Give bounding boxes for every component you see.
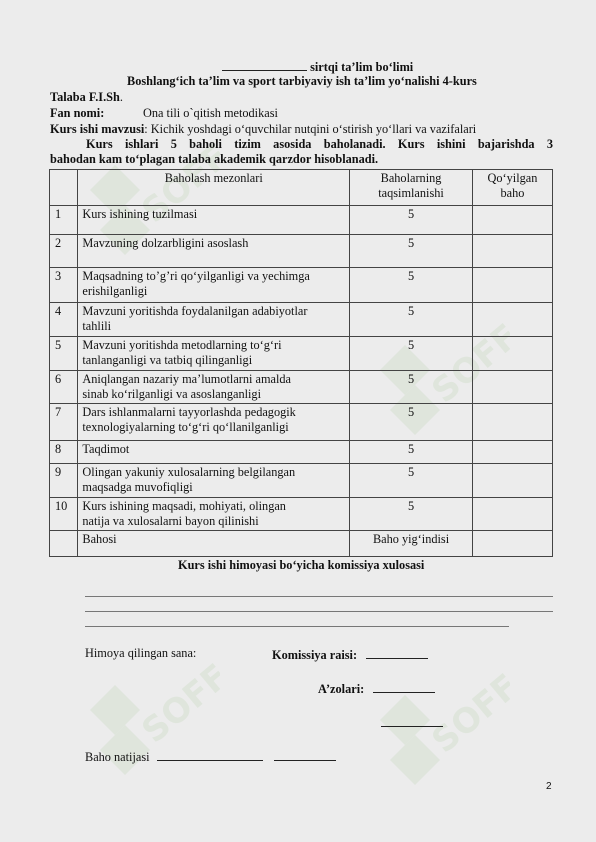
subject-label: Fan nomi: [50,106,105,120]
total-grade-cell[interactable] [472,531,552,557]
svg-text:SOFF: SOFF [134,136,220,232]
row-grade-cell[interactable] [472,371,552,404]
row-num: 4 [50,303,78,337]
member-signature-blank[interactable] [373,680,435,693]
criterion-line1: Mavzuni yoritishda foydalanilgan adabiyotlar [82,304,308,318]
table-row [50,371,553,404]
criterion-line2: erishilganligi [82,284,148,298]
criterion-line1: Maqsadning to’g’ri qo‘yilganligi va yechimga [82,269,310,283]
header-dept-line [222,58,413,75]
result-blank[interactable] [157,748,263,761]
svg-text:SOFF: SOFF [424,666,510,762]
header-distribution [350,170,473,206]
criteria-table [49,169,553,557]
row-score: 5 [350,404,473,441]
criterion-line2: tanlanganligi va tatbiq qilinganligi [82,353,253,367]
page-number: 2 [546,781,552,792]
row-grade-cell[interactable] [472,303,552,337]
defense-date-label: Himoya qilingan sana: [85,646,197,660]
row-score: 5 [350,206,473,235]
table-row [50,206,553,235]
row-num: 5 [50,337,78,371]
commission-title: Kurs ishi himoyasi bo‘yicha komissiya xulosasi [178,558,425,572]
chair-label: Komissiya raisi: [272,648,358,662]
row-grade-cell[interactable] [472,337,552,371]
header-dist-line2: taqsimlanishi [378,186,444,200]
criterion-line1: Kurs ishining maqsadi, mohiyati, olingan [82,499,286,513]
row-score: 5 [350,303,473,337]
members-label: A’zolari: [318,682,365,696]
table-header-row [50,170,553,206]
svg-text:SOFF: SOFF [424,316,510,412]
row-score: 5 [350,337,473,371]
row-num: 9 [50,464,78,498]
watermark-logo-icon [70,640,220,790]
row-grade-cell[interactable] [472,498,552,531]
table-row [50,337,553,371]
row-grade-cell[interactable] [472,268,552,303]
result-line [85,748,336,765]
criterion-line1: Kurs ishining tuzilmasi [82,207,198,221]
row-num: 6 [50,371,78,404]
table-row [50,441,553,464]
row-grade-cell[interactable] [472,235,552,268]
subject-value: Ona tili o`qitish metodikasi [143,106,278,120]
topic-value: : Kichik yoshdagi o‘quvchilar nutqini o‘stirish yo‘llari va vazifalari [144,122,477,136]
row-num: 3 [50,268,78,303]
table-row [50,235,553,268]
row-score: 5 [350,498,473,531]
student-label: Talaba F.I.Sh [50,90,120,104]
header-grade-line2: baho [500,186,525,200]
row-criterion [78,303,350,337]
row-num: 1 [50,206,78,235]
conclusion-line[interactable] [85,596,553,597]
conclusion-line[interactable] [85,626,509,627]
row-criterion [78,206,350,235]
topic-line [50,122,476,137]
criterion-line2: tahlili [82,319,112,333]
chair-signature-blank[interactable] [366,646,428,659]
member-signature-blank[interactable] [381,714,443,727]
criterion-line1: Dars ishlanmalarni tayyorlashda pedagogik [82,405,296,419]
header-dept: sirtqi ta’lim bo‘limi [310,60,414,74]
header-criteria: Baholash mezonlari [78,170,350,206]
row-criterion [78,464,350,498]
grading-note-line1: Kurs ishlari 5 baholi tizim asosida baholanadi. Kurs ishini bajarishda 3 [86,137,553,151]
criterion-line2: natija va xulosalarni bayon qilinishi [82,514,259,528]
row-grade-cell[interactable] [472,206,552,235]
header-dist-line1: Baholarning [380,171,442,185]
row-score: 5 [350,464,473,498]
row-grade-cell[interactable] [472,404,552,441]
subject-line [50,106,104,121]
conclusion-line[interactable] [85,611,553,612]
row-criterion [78,404,350,441]
table-row [50,268,553,303]
criterion-line1: Mavzuni yoritishda metodlarning to‘g‘ri [82,338,282,352]
header-direction: Boshlang‘ich ta’lim va sport tarbiyaviy ish ta’lim yo‘nalishi 4-kurs [127,74,477,88]
criterion-line2: sinab ko‘rilganligi va asoslanganligi [82,387,262,401]
table-row [50,464,553,498]
row-grade-cell[interactable] [472,464,552,498]
row-score: 5 [350,268,473,303]
row-criterion [78,371,350,404]
grading-note-line2: bahodan kam to‘plagan talaba akademik qarzdor hisoblanadi. [50,152,379,166]
criterion-line2: maqsadga muvofiqligi [82,480,193,494]
criterion-line2: texnologiyalarning to‘g‘ri qo‘llanilganligi [82,420,289,434]
chair-line [272,646,428,663]
grading-note [50,137,553,167]
row-grade-cell[interactable] [472,441,552,464]
row-score: 5 [350,371,473,404]
criterion-line1: Taqdimot [82,442,130,456]
row-criterion [78,235,350,268]
row-criterion [78,268,350,303]
result-signature-blank[interactable] [274,748,336,761]
row-criterion [78,337,350,371]
criterion-line1: Mavzuning dolzarbligini asoslash [82,236,249,250]
row-criterion [78,498,350,531]
header-num-cell [50,170,78,206]
criterion-line1: Aniqlangan nazariy ma’lumotlarni amalda [82,372,292,386]
row-criterion [78,441,350,464]
row-score: 5 [350,235,473,268]
members-line [318,680,435,697]
row-score: 5 [350,441,473,464]
criterion-line1: Olingan yakuniy xulosalarning belgilangan [82,465,296,479]
table-total-row [50,531,553,557]
student-line: Talaba F.I.Sh. [50,90,123,104]
total-num-cell [50,531,78,557]
table-row [50,303,553,337]
total-label: Bahosi [78,531,350,557]
dept-blank [222,58,307,71]
row-num: 8 [50,441,78,464]
row-num: 2 [50,235,78,268]
header-grade [472,170,552,206]
member-line-2 [381,714,443,731]
table-row [50,404,553,441]
row-num: 7 [50,404,78,441]
svg-text:SOFF: SOFF [134,656,220,752]
result-label: Baho natijasi [85,750,150,764]
table-row [50,498,553,531]
topic-label: Kurs ishi mavzusi [50,122,145,136]
header-grade-line1: Qo‘yilgan [487,171,538,185]
total-value: Baho yig‘indisi [350,531,473,557]
row-num: 10 [50,498,78,531]
